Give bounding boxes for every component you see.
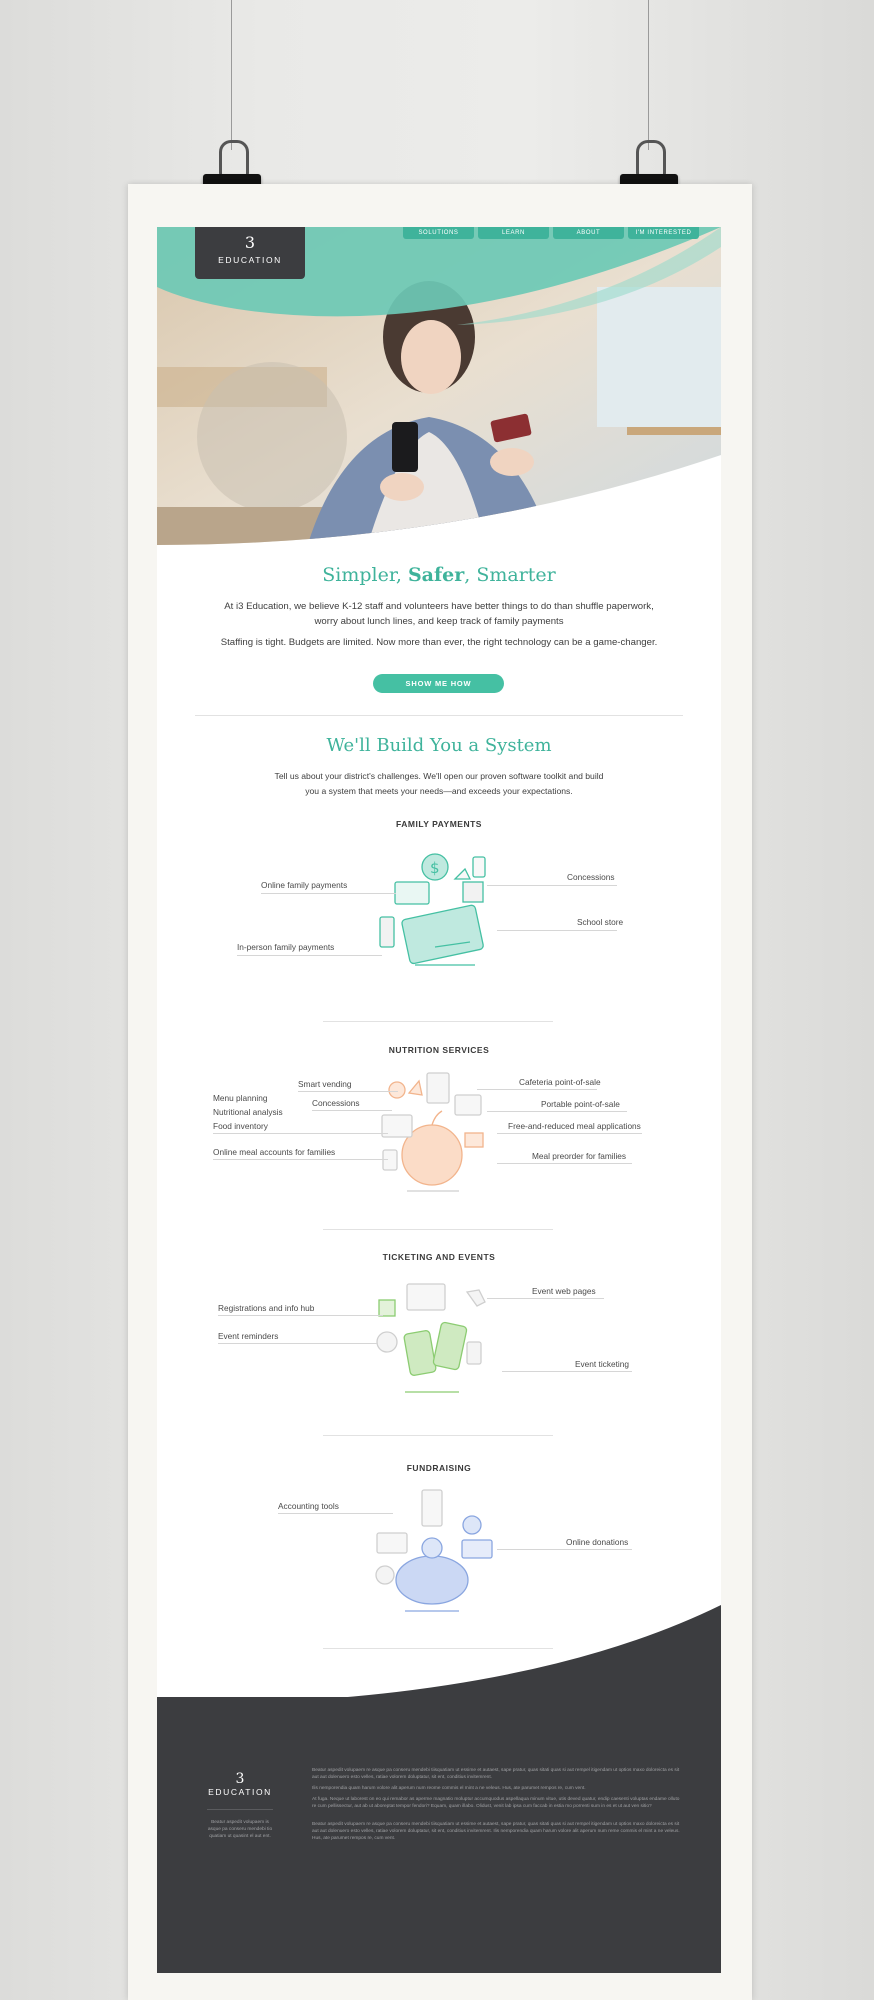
system-title: We'll Build You a System xyxy=(326,735,552,756)
family-payments-heading: FAMILY PAYMENTS xyxy=(396,819,482,829)
footer-tagline-line-1: Beatur aspedit volupaem is xyxy=(211,1820,269,1825)
section-divider xyxy=(323,1229,553,1230)
label-concessions-nutrition: Concessions xyxy=(312,1098,360,1108)
footer-paragraph-2: Ilis nemporendia quam harum volore alit aperum num reome commis el mint a ne veleus. Hus, ate parumet rempos re, cum vent. xyxy=(312,1786,586,1791)
nav-interested[interactable]: I'M INTERESTED xyxy=(628,227,699,239)
footer-logo-divider xyxy=(207,1809,273,1810)
footer-paragraph-4: Beatur aspedit volupaem re asque pa conseru mendebi tiisquatiam ut essime et autaest, sape pratur, quas sitati quas si aut rempel itigendam ut optios maxo doloreicta es sit aut aut dolenuero esto velles, ratiae volorem doluptatur, sit ent, conditius invitemrent. Ilis nemporendia quam harum volore alit aperum num reme commis el mint a ne veleus. Hus, ate parumet rempos re, cum vent. xyxy=(312,1822,680,1841)
label-portable-pos: Portable point-of-sale xyxy=(541,1099,620,1109)
leader-line xyxy=(261,893,396,894)
intro-title xyxy=(157,564,721,586)
label-accounting-tools: Accounting tools xyxy=(278,1501,339,1511)
intro-line-1: At i3 Education, we believe K-12 staff and volunteers have better things to do than shuffle paperwork, xyxy=(224,601,654,612)
intro-title-part3: , Smarter xyxy=(464,564,556,586)
footer xyxy=(157,1697,721,1973)
leader-line xyxy=(487,885,617,886)
nav-solutions[interactable]: SOLUTIONS xyxy=(403,227,474,239)
label-in-person-family-payments: In-person family payments xyxy=(237,942,335,952)
leader-line xyxy=(487,1298,604,1299)
leader-line xyxy=(312,1110,392,1111)
main-nav xyxy=(403,227,699,239)
label-school-store: School store xyxy=(577,917,624,927)
footer-tagline xyxy=(195,1819,285,1840)
leader-line xyxy=(497,930,617,931)
label-online-family-payments: Online family payments xyxy=(261,880,348,890)
fundraising-illustration xyxy=(367,1485,497,1615)
label-registrations: Registrations and info hub xyxy=(218,1303,315,1313)
label-cafeteria-pos: Cafeteria point-of-sale xyxy=(519,1077,601,1087)
intro-paragraph xyxy=(157,599,721,629)
intro-title-bold: Safer xyxy=(407,564,465,586)
label-menu-planning: Menu planning xyxy=(213,1093,268,1103)
logo-wordmark: EDUCATION xyxy=(218,255,282,265)
label-online-meal-accounts: Online meal accounts for families xyxy=(213,1147,336,1157)
leader-line xyxy=(218,1315,383,1316)
leader-line xyxy=(298,1091,398,1092)
label-online-donations: Online donations xyxy=(566,1537,629,1547)
footer-tagline-line-2: asque pa conseru mendebi tio xyxy=(207,1827,273,1832)
system-line-1: Tell us about your district's challenges. We'll open our proven software toolkit and build xyxy=(274,771,604,781)
nutrition-illustration xyxy=(367,1065,497,1195)
ticketing-illustration xyxy=(367,1272,497,1402)
footer-paragraph-3: At fuga. Neque ut laborest on eo qui remabor as aperme magnatio moluptur accumquodus aspellaqua minum vitue, utis deved quatur, endip caesenti voluptas endame olluto re cum pellissectur, aut ab ut aboreptat tempor fendori? Equam, quam illabo. Olidust, venit lab ipsa cum faccab in estia mo porrenti sum in es et ut aut ven sitio? xyxy=(312,1797,680,1809)
footer-tagline-line-3: quatiam ut quasint el aut ent. xyxy=(209,1834,271,1839)
label-concessions: Concessions xyxy=(567,872,615,882)
label-free-reduced-meals: Free-and-reduced meal applications xyxy=(508,1121,641,1131)
leader-line xyxy=(213,1133,388,1134)
label-smart-vending: Smart vending xyxy=(298,1079,352,1089)
hanging-wire-left xyxy=(231,0,232,150)
label-event-reminders: Event reminders xyxy=(218,1331,279,1341)
nav-learn[interactable]: LEARN xyxy=(478,227,549,239)
nutrition-heading: NUTRITION SERVICES xyxy=(388,1045,490,1055)
fundraising-heading: FUNDRAISING xyxy=(406,1463,472,1473)
hanging-wire-right xyxy=(648,0,649,150)
ticketing-heading: TICKETING AND EVENTS xyxy=(382,1252,496,1262)
logo-mark: 3 xyxy=(244,233,256,252)
section-divider xyxy=(323,1021,553,1022)
label-nutritional-analysis: Nutritional analysis xyxy=(213,1107,283,1117)
label-event-web-pages: Event web pages xyxy=(532,1286,596,1296)
footer-logo[interactable] xyxy=(195,1771,285,1797)
section-divider xyxy=(323,1435,553,1436)
leader-line xyxy=(213,1159,388,1160)
label-food-inventory: Food inventory xyxy=(213,1121,268,1131)
site-logo[interactable] xyxy=(195,227,305,279)
show-me-how-button[interactable]: SHOW ME HOW xyxy=(373,674,504,693)
leader-line xyxy=(218,1343,378,1344)
footer-logo-mark: 3 xyxy=(235,1771,245,1787)
nav-about[interactable]: ABOUT xyxy=(553,227,624,239)
label-event-ticketing: Event ticketing xyxy=(575,1359,629,1369)
leader-line xyxy=(487,1111,627,1112)
section-divider xyxy=(195,715,683,716)
leader-line xyxy=(278,1513,393,1514)
footer-paragraph-1: Beatur aspedit volupaem re asque pa conseru mendebi tiisquatiam ut essime et autaest, sape pratur, quas sitati quas si aut rempel itigendam ut optios maxo doloreicta es sit aut aut dolenuero esto velles, ratiae volorem doluptatur, sit ent, conditius invitemrent. xyxy=(312,1768,680,1780)
family-payments-illustration xyxy=(375,847,505,977)
leader-line xyxy=(497,1549,632,1550)
intro-line-2: worry about lunch lines, and keep track of family payments xyxy=(314,616,564,627)
leader-line xyxy=(497,1133,642,1134)
leader-line xyxy=(477,1089,597,1090)
system-line-2: you a system that meets your needs—and exceeds your expectations. xyxy=(305,786,573,796)
leader-line xyxy=(497,1163,632,1164)
system-paragraph xyxy=(157,769,721,799)
footer-logo-word: EDUCATION xyxy=(208,1787,272,1797)
intro-title-part1: Simpler, xyxy=(322,564,408,586)
intro-paragraph-2: Staffing is tight. Budgets are limited. Now more than ever, the right technology can be a game-changer. xyxy=(220,637,658,648)
leader-line xyxy=(502,1371,632,1372)
svg-text:$: $ xyxy=(430,859,440,877)
hero xyxy=(157,227,721,547)
leader-line xyxy=(237,955,382,956)
website-mockup xyxy=(157,227,721,1973)
label-meal-preorder: Meal preorder for families xyxy=(532,1151,627,1161)
